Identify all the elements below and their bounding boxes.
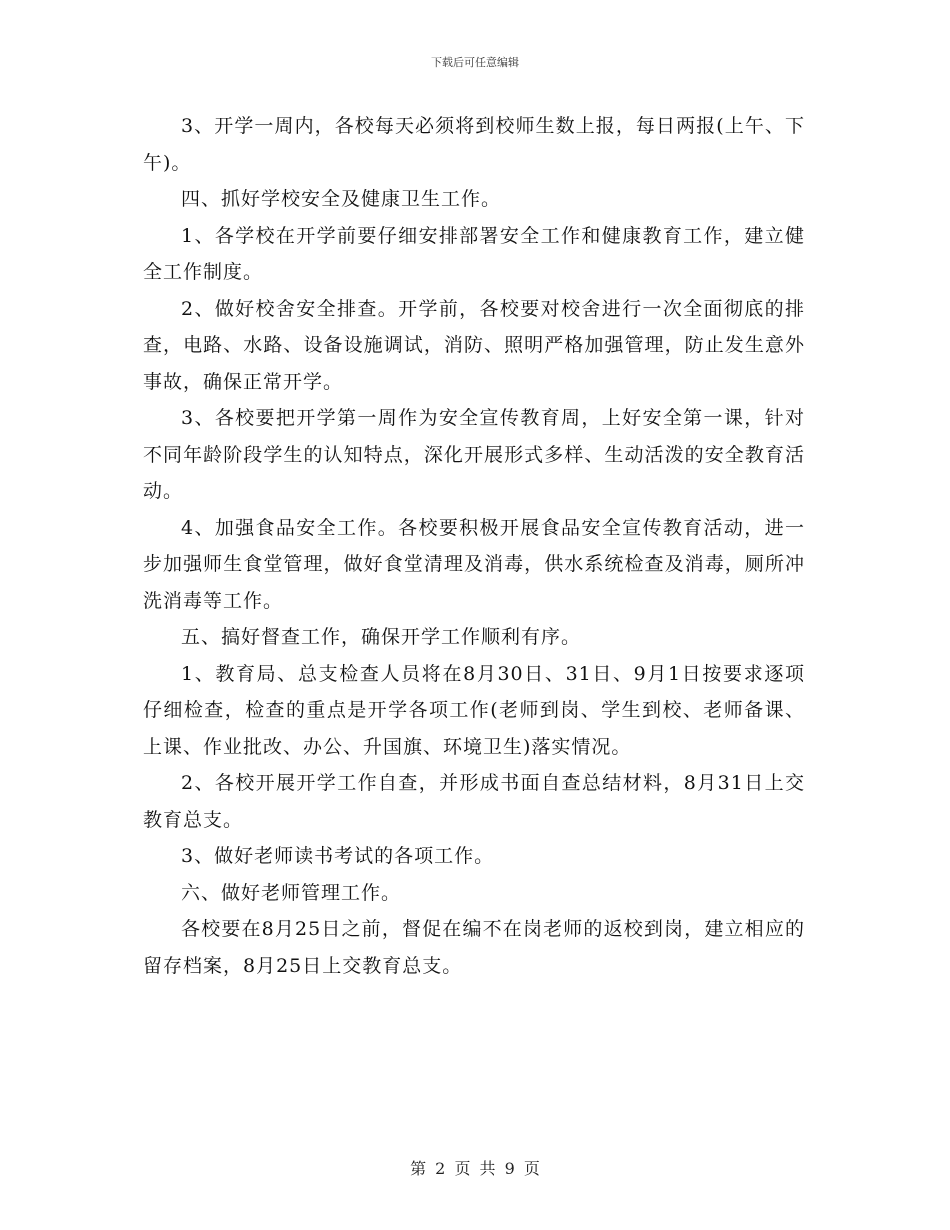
document-body: [143, 108, 805, 984]
paragraph: 1、教育局、总支检查人员将在8月30日、31日、9月1日按要求逐项仔细检查，检查的重点是开学各项工作(老师到岗、学生到校、老师备课、上课、作业批改、办公、升国旗、环境卫生)落实情况。: [143, 662, 805, 758]
section-heading: 六、做好老师管理工作。: [181, 881, 402, 904]
paragraph: 各校要在8月25日之前，督促在编不在岗老师的返校到岗，建立相应的留存档案，8月25日上交教育总支。: [143, 918, 805, 977]
paragraph: 2、各校开展开学工作自查，并形成书面自查总结材料，8月31日上交教育总支。: [143, 772, 805, 831]
page-number-footer: 第 2 页 共 9 页: [410, 1159, 540, 1178]
section-heading: 五、搞好督查工作，确保开学工作顺利有序。: [181, 626, 582, 648]
paragraph: 4、加强食品安全工作。各校要积极开展食品安全宣传教育活动，进一步加强师生食堂管理，做好食堂清理及消毒，供水系统检查及消毒，厕所冲洗消毒等工作。: [143, 516, 805, 612]
paragraph: 3、各校要把开学第一周作为安全宣传教育周，上好安全第一课，针对不同年龄阶段学生的认知特点，深化开展形式多样、生动活泼的安全教育活动。: [143, 407, 805, 502]
paragraph: 3、开学一周内，各校每天必须将到校师生数上报，每日两报(上午、下午)。: [143, 115, 805, 174]
paragraph: 2、做好校舍安全排查。开学前，各校要对校舍进行一次全面彻底的排查，电路、水路、设备设施调试，消防、照明严格加强管理，防止发生意外事故，确保正常开学。: [143, 297, 805, 393]
paragraph: 1、各学校在开学前要仔细安排部署安全工作和健康教育工作，建立健全工作制度。: [143, 224, 805, 283]
paragraph: 3、做好老师读书考试的各项工作。: [181, 845, 495, 867]
section-heading: 四、抓好学校安全及健康卫生工作。: [181, 188, 502, 210]
page-header: 下载后可任意编辑: [431, 56, 519, 69]
